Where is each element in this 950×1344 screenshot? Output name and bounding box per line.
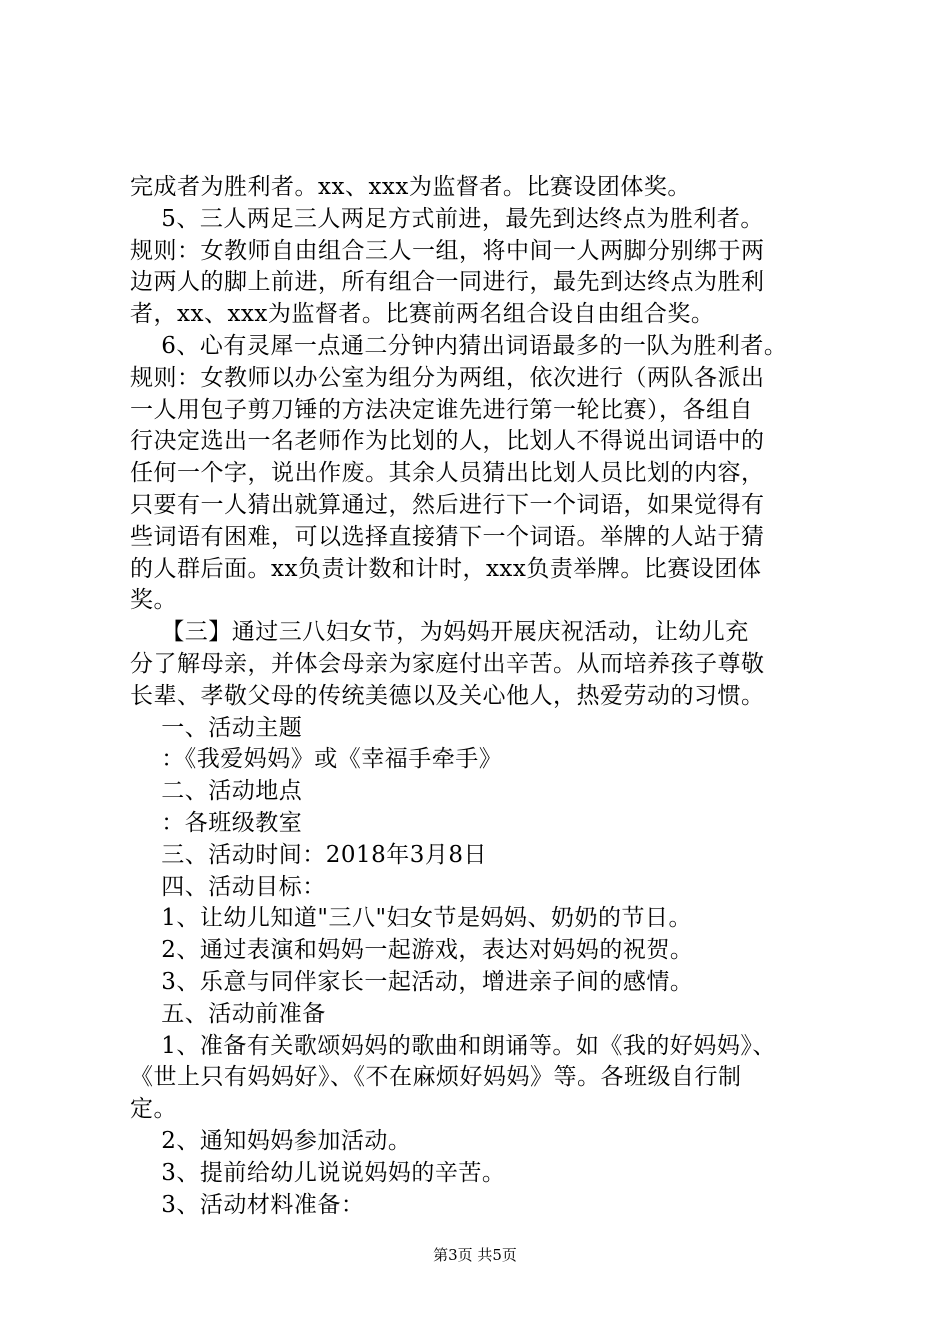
text-line: 长辈、孝敬父母的传统美德以及关心他人，热爱劳动的习惯。 xyxy=(130,682,765,709)
document-body xyxy=(130,172,855,1221)
text-line: 三、活动时间：2018年3月8日 xyxy=(130,841,488,868)
text-line: 5、三人两足三人两足方式前进，最先到达终点为胜利者。 xyxy=(130,205,764,232)
text-line: 完成者为胜利者。xx、xxx为监督者。比赛设团体奖。 xyxy=(130,174,691,200)
text-line: 3、乐意与同伴家长一起活动，增进亲子间的感情。 xyxy=(130,968,694,995)
text-line: 定。 xyxy=(130,1096,177,1123)
text-line: 任何一个字，说出作废。其余人员猜出比划人员比划的内容， xyxy=(130,460,765,487)
text-line: 规则：女教师以办公室为组分为两组，依次进行（两队各派出 xyxy=(130,364,765,391)
page-footer: 第3页 共5页 xyxy=(433,1246,517,1264)
text-line: 《世上只有妈妈好》、《不在麻烦好妈妈》等。各班级自行制 xyxy=(130,1064,742,1091)
text-line: 者，xx、xxx为监督者。比赛前两名组合设自由组合奖。 xyxy=(130,301,715,328)
text-line: 分了解母亲，并体会母亲为家庭付出辛苦。从而培养孩子尊敬 xyxy=(130,650,765,677)
text-line: 1、让幼儿知道"三八"妇女节是妈妈、奶奶的节日。 xyxy=(130,905,693,932)
text-line: 规则：女教师自由组合三人一组，将中间一人两脚分别绑于两 xyxy=(130,237,765,264)
text-line: 行决定选出一名老师作为比划的人，比划人不得说出词语中的 xyxy=(130,428,765,455)
text-line: 2、通知妈妈参加活动。 xyxy=(130,1127,412,1154)
text-line: 3、活动材料准备： xyxy=(130,1191,365,1218)
text-line: 奖。 xyxy=(130,587,177,614)
text-line: 一人用包子剪刀锤的方法决定谁先进行第一轮比赛），各组自 xyxy=(130,396,753,423)
text-line: ：各班级教室 xyxy=(130,809,303,836)
text-line: 五、活动前准备 xyxy=(130,1000,326,1027)
text-line: ：《我爱妈妈》或《幸福手牵手》 xyxy=(130,746,503,773)
text-line: 6、心有灵犀一点通二分钟内猜出词语最多的一队为胜利者。 xyxy=(130,332,788,359)
text-line: 3、提前给幼儿说说妈妈的辛苦。 xyxy=(130,1159,506,1186)
text-line: 二、活动地点 xyxy=(130,778,303,805)
text-line: 只要有一人猜出就算通过，然后进行下一个词语，如果觉得有 xyxy=(130,491,765,518)
text-line: 一、活动主题 xyxy=(130,714,303,741)
text-line: 1、准备有关歌颂妈妈的歌曲和朗诵等。如《我的好妈妈》、 xyxy=(130,1032,776,1059)
text-line: 的人群后面。xx负责计数和计时，xxx负责举牌。比赛设团体 xyxy=(130,555,762,582)
text-line: 边两人的脚上前进，所有组合一同进行，最先到达终点为胜利 xyxy=(130,269,765,296)
text-line: 四、活动目标： xyxy=(130,873,326,900)
text-line: 2、通过表演和妈妈一起游戏，表达对妈妈的祝贺。 xyxy=(130,937,694,964)
text-line: 【三】通过三八妇女节，为妈妈开展庆祝活动，让幼儿充 xyxy=(130,619,749,646)
text-line: 些词语有困难，可以选择直接猜下一个词语。举牌的人站于猜 xyxy=(130,523,765,550)
